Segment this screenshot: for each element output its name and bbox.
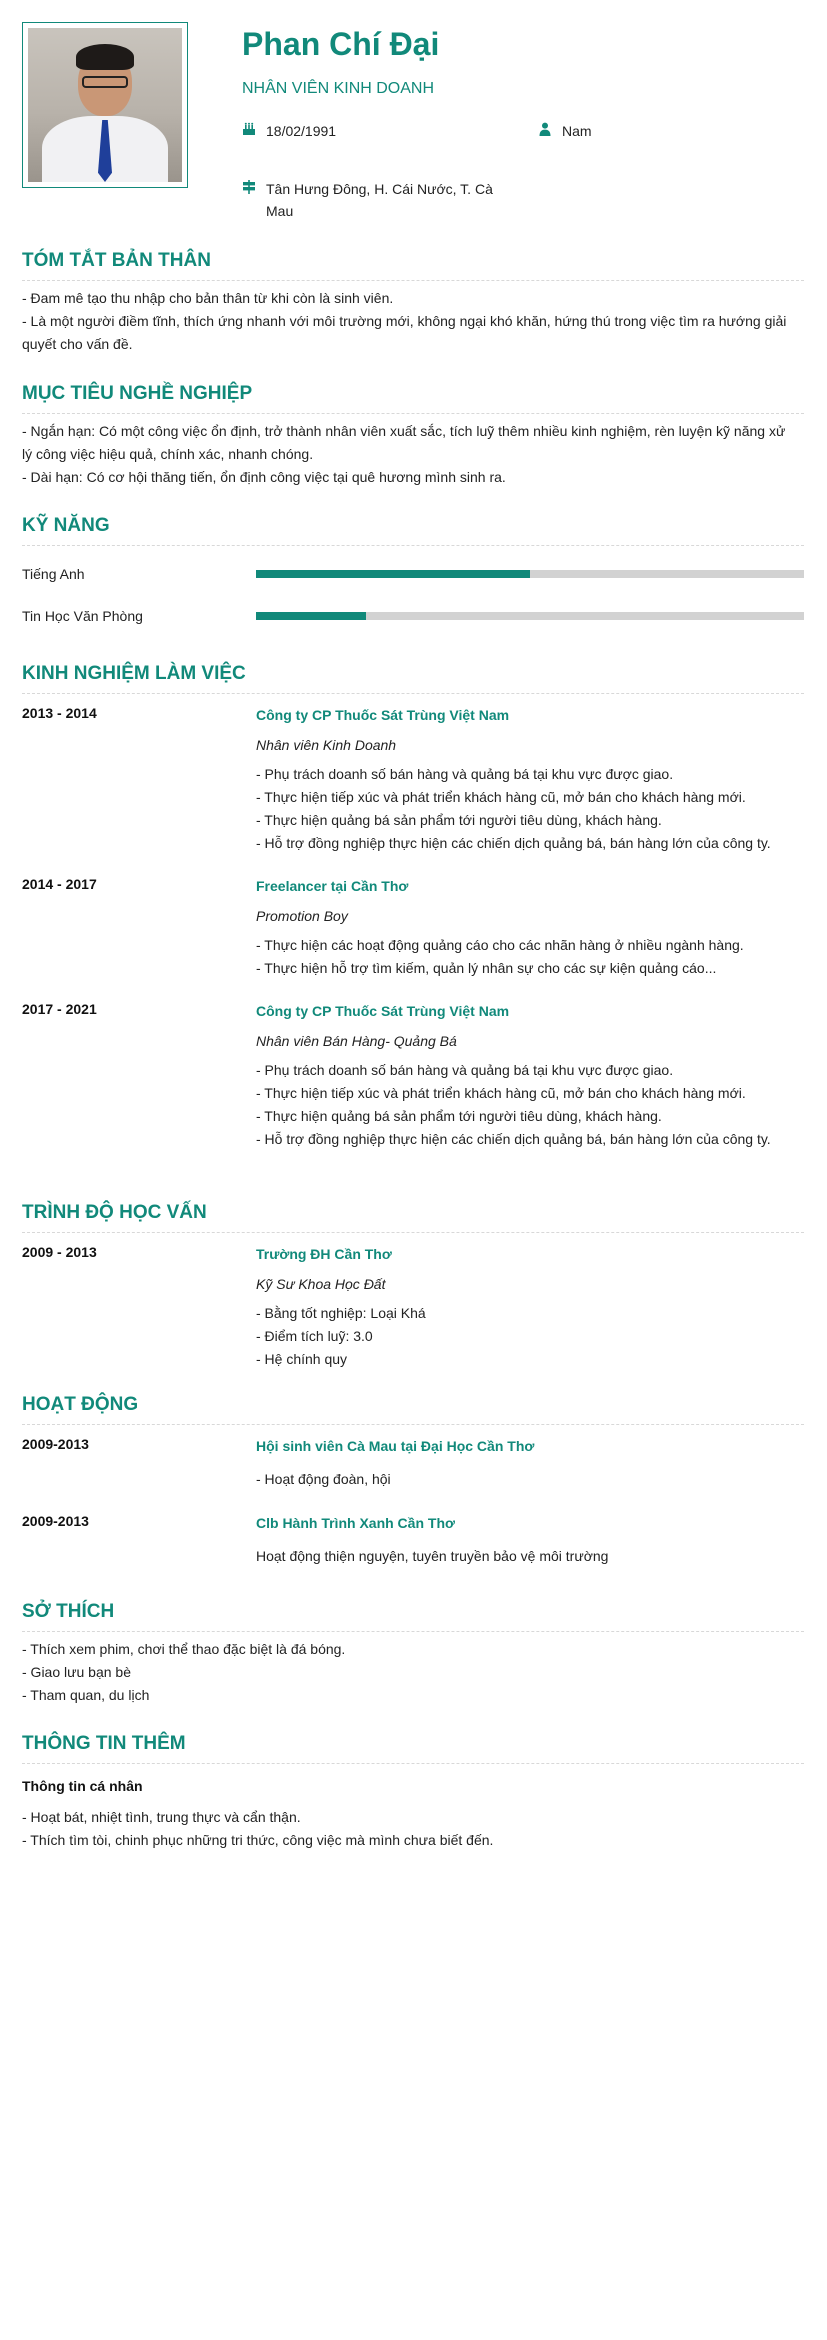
skill-row (22, 606, 804, 630)
entry-organization: Freelancer tại Cần Thơ (256, 878, 409, 894)
summary-line: - Là một người điềm tĩnh, thích ứng nhanh với môi trường mới, không ngại khó khăn, hứng thú trong việc tìm ra hướng giải (22, 313, 787, 329)
entry-organization: Trường ĐH Cần Thơ (256, 1246, 392, 1262)
activities-title: HOẠT ĐỘNG (22, 1394, 804, 1425)
entry-line: - Thực hiện tiếp xúc và phát triển khách hàng cũ, mở bán cho khách hàng mới. (256, 789, 746, 805)
entry-role: Nhân viên Bán Hàng- Quảng Bá (256, 1033, 457, 1049)
signpost-icon (242, 180, 256, 194)
hobby-line: - Giao lưu bạn bè (22, 1664, 131, 1680)
entry-line: - Bằng tốt nghiệp: Loại Khá (256, 1305, 426, 1321)
hobby-line: - Tham quan, du lịch (22, 1687, 150, 1703)
profile-photo-frame (22, 22, 188, 188)
more-info-section (22, 1733, 804, 1852)
skill-label: Tin Học Văn Phòng (22, 608, 143, 624)
cake-icon (242, 122, 256, 136)
entry-date: 2009-2013 (22, 1436, 89, 1452)
more-info-subtitle: Thông tin cá nhân (22, 1778, 143, 1794)
hobby-line: - Thích xem phim, chơi thể thao đặc biệt là đá bóng. (22, 1641, 346, 1657)
entry-role: Kỹ Sư Khoa Học Đất (256, 1276, 386, 1292)
entry-line: - Thực hiện các hoạt động quảng cáo cho các nhãn hàng ở nhiều ngành hàng. (256, 937, 744, 953)
summary-line: quyết cho vấn đề. (22, 336, 133, 352)
education-title: TRÌNH ĐỘ HỌC VẤN (22, 1202, 804, 1233)
entry-line: - Thực hiện quảng bá sản phẩm tới người tiêu dùng, khách hàng. (256, 812, 662, 828)
address-line-2: Mau (266, 203, 294, 219)
skills-section (22, 515, 804, 635)
hobbies-text (22, 1638, 804, 1707)
activities-section (22, 1394, 804, 1574)
entry-line: - Hoạt động đoàn, hội (256, 1471, 391, 1487)
entry-body (256, 876, 804, 980)
candidate-name: Phan Chí Đại (242, 26, 440, 62)
entry-body (256, 1513, 804, 1568)
skill-bar-fill (256, 612, 366, 620)
entry-organization: Công ty CP Thuốc Sát Trùng Việt Nam (256, 1003, 510, 1019)
entry-line: - Thực hiện quảng bá sản phẩm tới người tiêu dùng, khách hàng. (256, 1108, 662, 1124)
entry-body (256, 1001, 804, 1151)
skill-bar (256, 612, 804, 620)
education-section (22, 1202, 804, 1372)
entry-line: - Hỗ trợ đồng nghiệp thực hiện các chiến dịch quảng bá, bán hàng lớn của công ty. (256, 1131, 771, 1147)
entry-date: 2017 - 2021 (22, 1001, 97, 1017)
entry-line: - Phụ trách doanh số bán hàng và quảng bá tại khu vực được giao. (256, 1062, 674, 1078)
entry-date: 2009-2013 (22, 1513, 89, 1529)
entry-line: - Phụ trách doanh số bán hàng và quảng bá tại khu vực được giao. (256, 766, 674, 782)
profile-photo (28, 28, 182, 182)
address-value (266, 178, 493, 222)
entry-description (256, 1468, 804, 1491)
entry-line: - Thực hiện tiếp xúc và phát triển khách hàng cũ, mở bán cho khách hàng mới. (256, 1085, 746, 1101)
experience-title: KINH NGHIỆM LÀM VIỆC (22, 663, 804, 694)
objective-line: - Ngắn hạn: Có một công việc ổn định, trở thành nhân viên xuất sắc, tích luỹ thêm nhiều kinh nghiệm, rèn luyện kỹ năng xử (22, 423, 786, 439)
summary-text (22, 287, 804, 356)
address-line-1: Tân Hưng Đông, H. Cái Nước, T. Cà (266, 181, 493, 197)
summary-section (22, 250, 804, 356)
address-row (242, 178, 493, 222)
entry-organization: Hội sinh viên Cà Mau tại Đại Học Cần Thơ (256, 1438, 535, 1454)
objective-text (22, 420, 804, 489)
more-info-line: - Hoạt bát, nhiệt tình, trung thực và cẩn thận. (22, 1809, 301, 1825)
objective-title: MỤC TIÊU NGHỀ NGHIỆP (22, 383, 804, 414)
entry-organization: Công ty CP Thuốc Sát Trùng Việt Nam (256, 707, 510, 723)
objective-line: - Dài hạn: Có cơ hội thăng tiến, ổn định công việc tại quê hương mình sinh ra. (22, 469, 506, 485)
experience-section (22, 663, 804, 1163)
entry-body (256, 1244, 804, 1371)
person-icon (538, 122, 552, 136)
entry-description (256, 1302, 804, 1371)
entry-line: - Thực hiện hỗ trợ tìm kiếm, quản lý nhân sự cho các sự kiện quảng cáo... (256, 960, 717, 976)
entry-description (256, 934, 804, 980)
summary-line: - Đam mê tạo thu nhập cho bản thân từ khi còn là sinh viên. (22, 290, 394, 306)
birthday-row (242, 120, 336, 142)
hobbies-title: SỞ THÍCH (22, 1601, 804, 1632)
entry-role: Promotion Boy (256, 908, 348, 924)
skill-row (22, 564, 804, 588)
job-title: NHÂN VIÊN KINH DOANH (242, 80, 435, 97)
gender-row (538, 120, 592, 142)
entry-body (256, 705, 804, 855)
objective-section (22, 383, 804, 489)
entry-date: 2013 - 2014 (22, 705, 97, 721)
skills-title: KỸ NĂNG (22, 515, 804, 546)
entry-line: - Hệ chính quy (256, 1351, 348, 1367)
entry-line: - Điểm tích luỹ: 3.0 (256, 1328, 373, 1344)
more-info-text (22, 1806, 804, 1852)
skill-label: Tiếng Anh (22, 566, 85, 582)
summary-title: TÓM TẮT BẢN THÂN (22, 250, 804, 281)
entry-date: 2014 - 2017 (22, 876, 97, 892)
entry-description (256, 1059, 804, 1151)
skill-bar-fill (256, 570, 530, 578)
skill-bar (256, 570, 804, 578)
entry-body (256, 1436, 804, 1491)
entry-line: Hoạt động thiện nguyện, tuyên truyền bảo vệ môi trường (256, 1548, 609, 1564)
objective-line: lý công việc hiệu quả, chính xác, nhanh chóng. (22, 446, 314, 462)
entry-role: Nhân viên Kinh Doanh (256, 737, 397, 753)
entry-line: - Hỗ trợ đồng nghiệp thực hiện các chiến dịch quảng bá, bán hàng lớn của công ty. (256, 835, 771, 851)
gender-value: Nam (562, 123, 592, 139)
entry-description (256, 1545, 804, 1568)
entry-description (256, 763, 804, 855)
more-info-line: - Thích tìm tòi, chinh phục những tri thức, công việc mà mình chưa biết đến. (22, 1832, 494, 1848)
hobbies-section (22, 1601, 804, 1707)
birthday-value: 18/02/1991 (266, 123, 337, 139)
entry-organization: Clb Hành Trình Xanh Cần Thơ (256, 1515, 455, 1531)
entry-date: 2009 - 2013 (22, 1244, 97, 1260)
more-info-title: THÔNG TIN THÊM (22, 1733, 804, 1764)
